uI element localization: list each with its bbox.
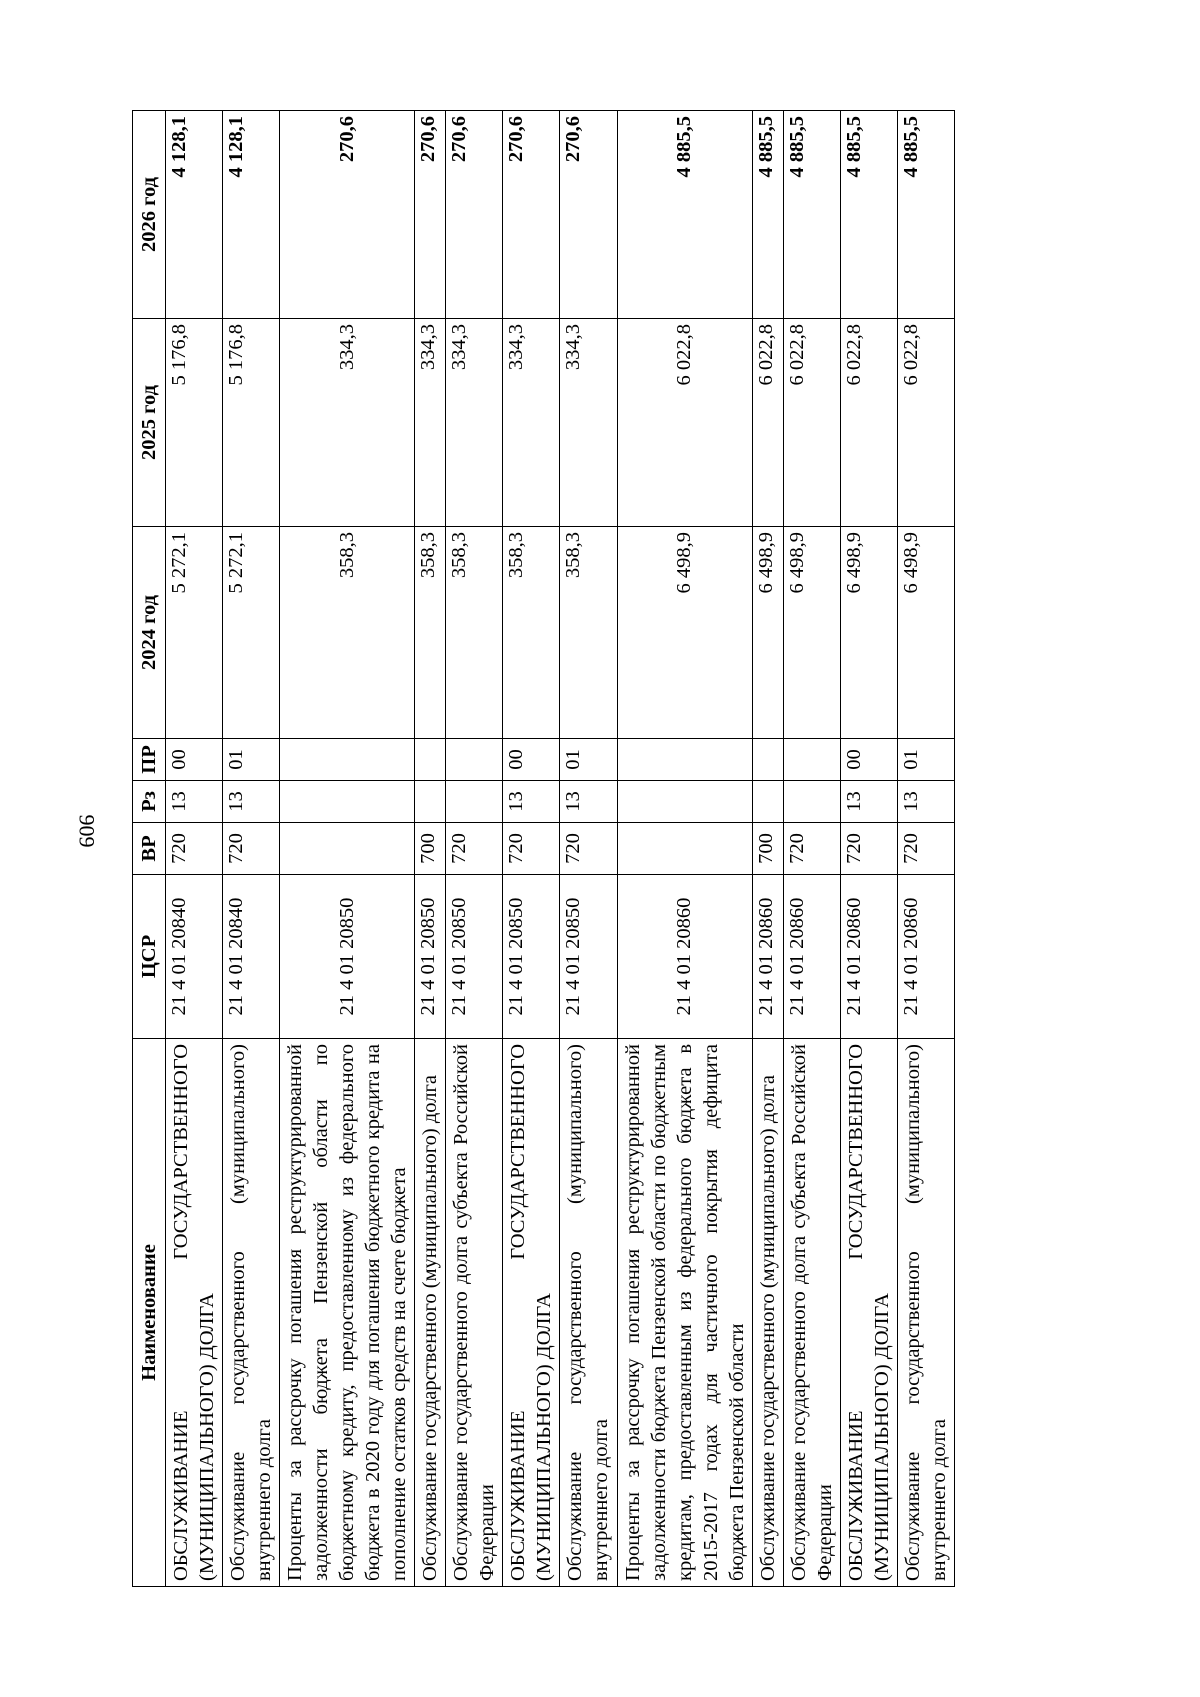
row-rz: 13 xyxy=(166,780,223,822)
row-2025: 6 022,8 xyxy=(897,318,954,526)
row-name: Обслуживание государственного (муниципального) долга xyxy=(752,1038,783,1586)
row-name: ОБСЛУЖИВАНИЕ ГОСУДАРСТВЕННОГО (МУНИЦИПАЛЬНОГО) ДОЛГА xyxy=(503,1038,560,1586)
row-name: Проценты за рассрочку погашения реструктурированной задолженности бюджета Пензенской области по бюджетному кредиту, предоставленному из федерального бюджета в 2020 году для погашения бюджетного кредита на пополнение остатков средств на счете бюджета xyxy=(280,1038,415,1586)
table-row xyxy=(617,110,752,1586)
row-rz: 13 xyxy=(560,780,617,822)
row-pr xyxy=(752,738,783,780)
row-2026: 270,6 xyxy=(503,110,560,318)
row-csr: 21 4 01 20850 xyxy=(280,874,415,1038)
row-2025: 334,3 xyxy=(415,318,446,526)
row-2024: 358,3 xyxy=(560,526,617,738)
row-2024: 5 272,1 xyxy=(166,526,223,738)
table-row xyxy=(166,110,223,1586)
row-csr: 21 4 01 20860 xyxy=(752,874,783,1038)
row-pr xyxy=(280,738,415,780)
row-2024: 6 498,9 xyxy=(617,526,752,738)
row-vr: 720 xyxy=(897,822,954,874)
row-vr xyxy=(280,822,415,874)
row-pr: 01 xyxy=(560,738,617,780)
row-2025: 334,3 xyxy=(503,318,560,526)
table-row xyxy=(223,110,280,1586)
row-name: ОБСЛУЖИВАНИЕ ГОСУДАРСТВЕННОГО (МУНИЦИПАЛЬНОГО) ДОЛГА xyxy=(166,1038,223,1586)
row-2026: 270,6 xyxy=(446,110,503,318)
table-row xyxy=(840,110,897,1586)
row-2024: 6 498,9 xyxy=(783,526,840,738)
row-csr: 21 4 01 20860 xyxy=(783,874,840,1038)
row-2024: 358,3 xyxy=(280,526,415,738)
header-2026: 2026 год xyxy=(133,110,166,318)
rotated-table-container xyxy=(132,111,962,1587)
row-vr xyxy=(617,822,752,874)
row-rz xyxy=(415,780,446,822)
row-pr: 01 xyxy=(223,738,280,780)
row-pr xyxy=(446,738,503,780)
row-2026: 270,6 xyxy=(415,110,446,318)
row-2025: 5 176,8 xyxy=(166,318,223,526)
row-name: Обслуживание государственного (муниципального) долга xyxy=(415,1038,446,1586)
header-row xyxy=(133,110,166,1586)
row-2025: 6 022,8 xyxy=(617,318,752,526)
row-2024: 358,3 xyxy=(503,526,560,738)
row-pr xyxy=(415,738,446,780)
row-2026: 4 885,5 xyxy=(840,110,897,318)
header-pr: ПР xyxy=(133,738,166,780)
header-vr: ВР xyxy=(133,822,166,874)
row-rz xyxy=(783,780,840,822)
row-2024: 6 498,9 xyxy=(840,526,897,738)
row-name: Обслуживание государственного долга субъекта Российской Федерации xyxy=(446,1038,503,1586)
row-pr: 00 xyxy=(166,738,223,780)
row-2025: 6 022,8 xyxy=(752,318,783,526)
row-vr: 720 xyxy=(446,822,503,874)
row-vr: 720 xyxy=(560,822,617,874)
row-name: Обслуживание государственного (муниципального) внутреннего долга xyxy=(223,1038,280,1586)
row-2026: 270,6 xyxy=(560,110,617,318)
row-vr: 700 xyxy=(752,822,783,874)
row-rz: 13 xyxy=(223,780,280,822)
row-name: Проценты за рассрочку погашения реструктурированной задолженности бюджета Пензенской области по бюджетным кредитам, предоставленным из федерального бюджета в 2015-2017 годах для частичного покрытия дефицита бюджета Пензенской области xyxy=(617,1038,752,1586)
row-vr: 720 xyxy=(840,822,897,874)
row-2026: 4 128,1 xyxy=(166,110,223,318)
row-2026: 4 128,1 xyxy=(223,110,280,318)
row-rz: 13 xyxy=(840,780,897,822)
row-2024: 6 498,9 xyxy=(897,526,954,738)
table-row xyxy=(415,110,446,1586)
row-rz: 13 xyxy=(897,780,954,822)
table-row xyxy=(752,110,783,1586)
row-pr xyxy=(617,738,752,780)
row-csr: 21 4 01 20850 xyxy=(503,874,560,1038)
row-2025: 334,3 xyxy=(280,318,415,526)
row-rz xyxy=(617,780,752,822)
row-2025: 6 022,8 xyxy=(783,318,840,526)
row-csr: 21 4 01 20860 xyxy=(840,874,897,1038)
row-vr: 720 xyxy=(503,822,560,874)
table-row xyxy=(503,110,560,1586)
row-2026: 4 885,5 xyxy=(783,110,840,318)
table-row xyxy=(783,110,840,1586)
row-rz xyxy=(446,780,503,822)
row-name: Обслуживание государственного долга субъекта Российской Федерации xyxy=(783,1038,840,1586)
row-2026: 270,6 xyxy=(280,110,415,318)
row-rz xyxy=(752,780,783,822)
row-2024: 5 272,1 xyxy=(223,526,280,738)
header-csr: ЦСР xyxy=(133,874,166,1038)
row-rz: 13 xyxy=(503,780,560,822)
row-csr: 21 4 01 20840 xyxy=(166,874,223,1038)
row-csr: 21 4 01 20850 xyxy=(415,874,446,1038)
row-2025: 6 022,8 xyxy=(840,318,897,526)
row-name: Обслуживание государственного (муниципального) внутреннего долга xyxy=(897,1038,954,1586)
row-2025: 334,3 xyxy=(560,318,617,526)
row-2026: 4 885,5 xyxy=(617,110,752,318)
row-csr: 21 4 01 20840 xyxy=(223,874,280,1038)
row-2025: 5 176,8 xyxy=(223,318,280,526)
row-csr: 21 4 01 20850 xyxy=(560,874,617,1038)
page-number: 909 xyxy=(74,814,100,848)
table-row xyxy=(897,110,954,1586)
row-vr: 720 xyxy=(783,822,840,874)
row-pr: 00 xyxy=(840,738,897,780)
table-row xyxy=(446,110,503,1586)
row-rz xyxy=(280,780,415,822)
row-2024: 358,3 xyxy=(446,526,503,738)
row-2025: 334,3 xyxy=(446,318,503,526)
row-csr: 21 4 01 20860 xyxy=(617,874,752,1038)
header-2025: 2025 год xyxy=(133,318,166,526)
row-vr: 700 xyxy=(415,822,446,874)
header-2024: 2024 год xyxy=(133,526,166,738)
row-pr xyxy=(783,738,840,780)
row-csr: 21 4 01 20850 xyxy=(446,874,503,1038)
row-2024: 6 498,9 xyxy=(752,526,783,738)
row-name: ОБСЛУЖИВАНИЕ ГОСУДАРСТВЕННОГО (МУНИЦИПАЛЬНОГО) ДОЛГА xyxy=(840,1038,897,1586)
header-rz: Рз xyxy=(133,780,166,822)
budget-table xyxy=(132,110,955,1587)
row-pr: 00 xyxy=(503,738,560,780)
row-pr: 01 xyxy=(897,738,954,780)
row-name: Обслуживание государственного (муниципального) внутреннего долга xyxy=(560,1038,617,1586)
row-2024: 358,3 xyxy=(415,526,446,738)
row-2026: 4 885,5 xyxy=(752,110,783,318)
header-name: Наименование xyxy=(133,1038,166,1586)
row-vr: 720 xyxy=(223,822,280,874)
row-csr: 21 4 01 20860 xyxy=(897,874,954,1038)
row-vr: 720 xyxy=(166,822,223,874)
table-row xyxy=(280,110,415,1586)
table-row xyxy=(560,110,617,1586)
row-2026: 4 885,5 xyxy=(897,110,954,318)
